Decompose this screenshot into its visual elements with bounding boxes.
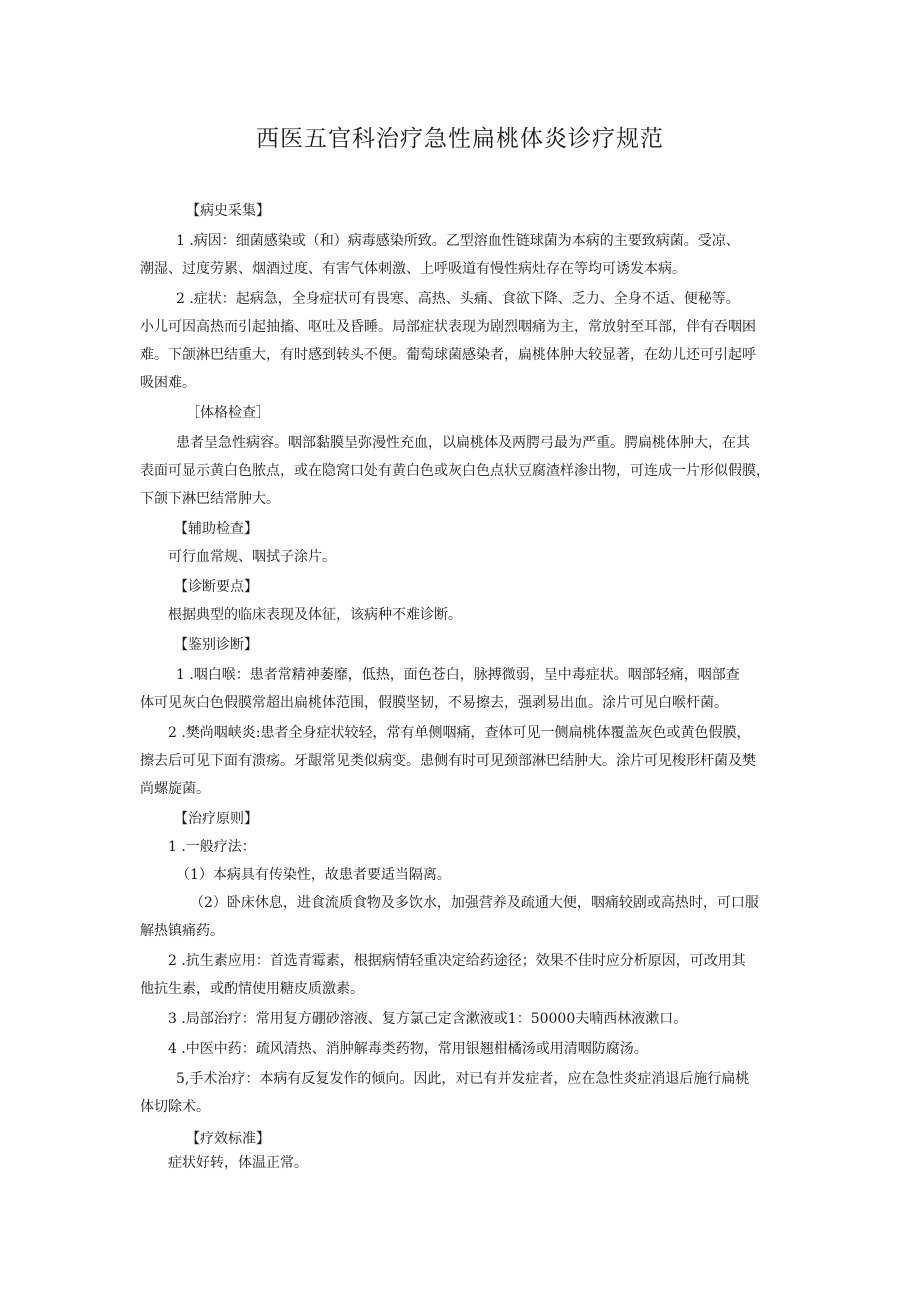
history-item2-line2: 小儿可因高热而引起抽搐、呕吐及昏睡。局部症状表现为剧烈咽痛为主，常放射至耳部，伴有吞咽困	[140, 319, 756, 335]
treat-sub2-line2: 解热镇痛药。	[140, 923, 224, 939]
section-heading-effect: 【疗效标准】	[186, 1131, 270, 1147]
treat-sub1: （1）本病具有传染性，故患者要适当隔离。	[176, 867, 451, 883]
treat-item1: 1 .一般疗法：	[168, 839, 256, 855]
diff-item1-line2: 体可见灰白色假膜常超出扁桃体范围，假膜坚韧，不易擦去，强剥易出血。涂片可见白喉杆菌。	[140, 695, 728, 711]
section-heading-diag: 【诊断要点】	[174, 579, 258, 595]
section-heading-aux: 【辅助检查】	[174, 521, 258, 537]
treat-item5-line2: 体切除术。	[140, 1099, 210, 1115]
diff-item2-line1: 2 .樊尚咽峡炎:患者全身症状较轻，常有单侧咽痛，查体可见一侧扁桃体覆盖灰色或黄色假膜，	[168, 725, 751, 741]
history-item2-line1: 2 .症状：起病急，全身症状可有畏寒、高热、头痛、食欲下降、乏力、全身不适、便秘等。	[176, 291, 740, 307]
section-heading-history: 【病史采集】	[186, 203, 270, 219]
history-item2-line3: 难。下颌淋巴结重大，有时感到转头不便。葡萄球菌感染者，扁桃体肿大较显著，在幼儿还可引起呼	[140, 347, 756, 363]
section-heading-diff: 【鉴别诊断】	[174, 637, 258, 653]
diff-item2-line3: 尚螺旋菌。	[140, 781, 210, 797]
diff-item2-line2: 擦去后可见下面有溃疡。牙龈常见类似病变。患侧有时可见颈部淋巴结肿大。涂片可见梭形杆菌及樊	[140, 753, 756, 769]
treat-sub2-line1: （2）卧床休息，进食流质食物及多饮水，加强营养及疏通大便，咽痛较剧或高热时，可口服	[190, 895, 759, 911]
exam-line2: 表面可显示黄白色脓点，或在隐窝口处有黄白色或灰白色点状豆腐渣样渗出物，可连成一片形似假膜，	[140, 463, 770, 479]
diff-item1-line1: 1 .咽白喉：患者常精神萎靡，低热，面色苍白，脉搏微弱，呈中毒症状。咽部轻痛，咽部查	[176, 667, 740, 683]
history-item2-line4: 吸困难。	[140, 375, 196, 391]
treat-item2-line1: 2 .抗生素应用：首选青霉素，根据病情轻重决定给药途径；效果不佳时应分析原因，可改用其	[168, 953, 746, 969]
section-heading-treat: 【治疗原则】	[174, 811, 258, 827]
history-item1-line1: 1 .病因：细菌感染或（和）病毒感染所致。乙型溶血性链球菌为本病的主要致病菌。受凉、	[176, 233, 740, 249]
effect-text: 症状好转，体温正常。	[168, 1155, 308, 1171]
treat-item5-line1: 5,手术治疗：本病有反复发作的倾向。因此，对已有并发症者，应在急性炎症消退后施行扁桃	[176, 1071, 750, 1087]
page-title: 西医五官科治疗急性扁桃体炎诊疗规范	[256, 126, 664, 152]
treat-item4: 4 .中医中药：疏风清热、消肿解毒类药物，常用银翘柑橘汤或用清咽防腐汤。	[168, 1041, 648, 1057]
aux-text: 可行血常规、咽拭子涂片。	[168, 549, 336, 565]
history-item1-line2: 潮湿、过度劳累、烟酒过度、有害气体刺激、上呼吸道有慢性病灶存在等均可诱发本病。	[140, 261, 686, 277]
section-heading-exam: ［体格检查］	[186, 405, 270, 421]
diag-text: 根据典型的临床表现及体征，该病种不难诊断。	[168, 607, 462, 623]
treat-item3: 3 .局部治疗：常用复方硼砂溶液、复方氯己定含漱液或1：50000夫喃西林液漱口。	[168, 1011, 688, 1027]
exam-line3: 下颌下淋巴结常肿大。	[140, 491, 280, 507]
exam-line1: 患者呈急性病容。咽部黏膜呈弥漫性充血，以扁桃体及两腭弓最为严重。腭扁桃体肿大，在其	[176, 435, 750, 451]
treat-item2-line2: 他抗生素，或酌情使用糖皮质激素。	[140, 981, 364, 997]
